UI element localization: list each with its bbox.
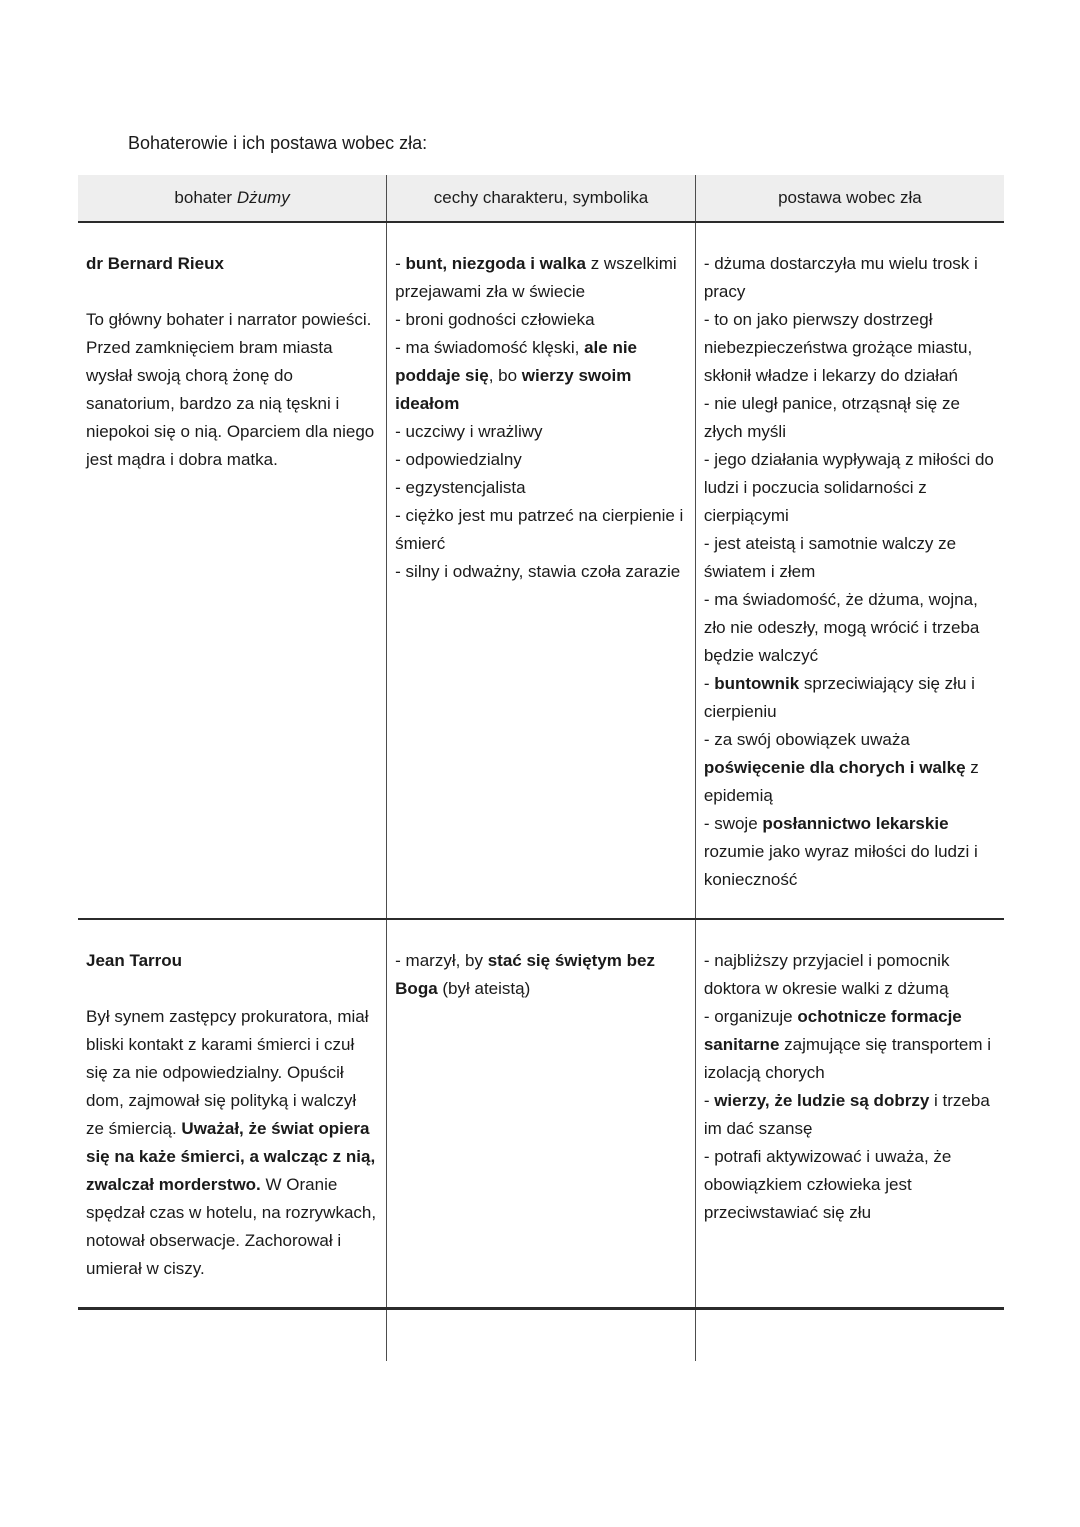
- cell-paragraph: [704, 726, 995, 810]
- text-run: W Oranie spędzał czas w hotelu, na rozrywkach, notował obserwacje. Zachorował i umierał w ciszy.: [86, 1175, 377, 1278]
- text-run: - swoje: [703, 814, 763, 833]
- text-run: wierzy swoim ideałom: [395, 366, 632, 413]
- text-run: poświęcenie dla chorych i walkę: [703, 758, 966, 777]
- text-run: posłannictwo lekarskie: [762, 814, 949, 833]
- text-run: - jest ateistą i samotnie walczy ze światem i złem: [703, 534, 957, 581]
- text-run: - uczciwy i wrażliwy: [395, 422, 543, 441]
- text-run: bohater: [174, 188, 237, 207]
- text-run: - egzystencjalista: [395, 478, 526, 497]
- cell-paragraph: [704, 1003, 995, 1087]
- cell-paragraph: [704, 810, 995, 894]
- table-cell: [78, 1309, 387, 1361]
- text-run: stać się świętym bez Boga: [395, 951, 655, 998]
- cell-paragraph: [86, 947, 377, 975]
- text-run: z epidemią: [703, 758, 979, 805]
- cell-paragraph: [395, 558, 686, 586]
- text-run: postawa wobec zła: [778, 188, 922, 207]
- cell-paragraph: [395, 334, 686, 418]
- text-run: - najbliższy przyjaciel i pomocnik doktora w okresie walki z dżumą: [703, 951, 950, 998]
- cell-paragraph: [86, 975, 377, 1003]
- cell-paragraph: [395, 418, 686, 446]
- text-run: -: [703, 1091, 715, 1110]
- cell-paragraph: [704, 670, 995, 726]
- table-body: [78, 222, 1004, 1361]
- cell-paragraph: [395, 947, 686, 1003]
- text-run: ale nie poddaje się: [395, 338, 638, 385]
- text-run: - potrafi aktywizować i uważa, że obowiązkiem człowieka jest przeciwstawiać się złu: [703, 1147, 952, 1222]
- column-header-postawa: [695, 175, 1004, 222]
- table-cell: [695, 222, 1004, 919]
- cell-paragraph: [395, 306, 686, 334]
- text-run: ochotnicze formacje sanitarne: [703, 1007, 962, 1054]
- text-run: To główny bohater i narrator powieści. Przed zamknięciem bram miasta wysłał swoją chorą żonę do sanatorium, bardzo za nią tęskni i niepokoi się o nią. Oparciem dla niego jest mądra i dobra matka.: [86, 310, 375, 469]
- cell-paragraph: [395, 250, 686, 306]
- text-run: - ma świadomość klęski,: [395, 338, 585, 357]
- characters-table: [78, 175, 1004, 1361]
- table-cell: [387, 222, 696, 919]
- cell-paragraph: [86, 278, 377, 306]
- text-run: -: [703, 674, 715, 693]
- text-run: - broni godności człowieka: [395, 310, 595, 329]
- text-run: cechy charakteru, symbolika: [433, 188, 649, 207]
- table-cell: [695, 1309, 1004, 1361]
- page-title: Bohaterowie i ich postawa wobec zła:: [128, 133, 428, 153]
- cell-paragraph: [704, 1087, 995, 1143]
- table-cell: [387, 919, 696, 1309]
- column-header-cechy: [387, 175, 696, 222]
- cell-paragraph: [86, 306, 377, 474]
- text-run: (był ateistą): [437, 979, 531, 998]
- text-run: Jean Tarrou: [86, 951, 183, 970]
- text-run: buntownik: [714, 674, 800, 693]
- text-run: zajmujące się transportem i izolacją chorych: [703, 1035, 992, 1082]
- text-run: Uważał, że świat opiera się na każe śmierci, a walcząc z nią, zwalczał morderstwo.: [86, 1119, 376, 1194]
- text-run: sprzeciwiający się złu i cierpieniu: [703, 674, 975, 721]
- table-row: [78, 1309, 1004, 1361]
- table-cell: [78, 222, 387, 919]
- table-cell: [78, 919, 387, 1309]
- text-run: z wszelkimi przejawami zła w świecie: [395, 254, 677, 301]
- text-run: - nie uległ panice, otrząsnął się ze złych myśli: [703, 394, 960, 441]
- table-cell: [695, 919, 1004, 1309]
- text-run: - organizuje: [703, 1007, 798, 1026]
- text-run: -: [395, 254, 406, 273]
- table-row: [78, 919, 1004, 1309]
- cell-paragraph: [704, 586, 995, 670]
- cell-paragraph: [704, 1143, 995, 1227]
- text-run: rozumie jako wyraz miłości do ludzi i konieczność: [703, 842, 978, 889]
- text-run: bunt, niezgoda i walka: [405, 254, 586, 273]
- cell-paragraph: [704, 250, 995, 306]
- text-run: - jego działania wypływają z miłości do ludzi i poczucia solidarności z cierpiącymi: [703, 450, 994, 525]
- cell-paragraph: [395, 474, 686, 502]
- cell-paragraph: [704, 947, 995, 1003]
- cell-paragraph: [395, 502, 686, 558]
- text-run: dr Bernard Rieux: [86, 254, 224, 273]
- text-run: wierzy, że ludzie są dobrzy: [714, 1091, 930, 1110]
- text-run: - za swój obowiązek uważa: [703, 730, 910, 749]
- text-run: , bo: [488, 366, 522, 385]
- text-run: - silny i odważny, stawia czoła zarazie: [395, 562, 681, 581]
- cell-paragraph: [86, 1003, 377, 1283]
- table-row: [78, 222, 1004, 919]
- text-run: - marzył, by: [395, 951, 488, 970]
- column-header-bohater: [78, 175, 387, 222]
- text-run: - ciężko jest mu patrzeć na cierpienie i śmierć: [395, 506, 684, 553]
- cell-paragraph: [704, 390, 995, 446]
- cell-paragraph: [704, 530, 995, 586]
- cell-paragraph: [86, 250, 377, 278]
- cell-paragraph: [704, 306, 995, 390]
- text-run: - ma świadomość, że dżuma, wojna, zło nie odeszły, mogą wrócić i trzeba będzie walczyć: [703, 590, 980, 665]
- text-run: i trzeba im dać szansę: [703, 1091, 990, 1138]
- text-run: Dżumy: [236, 188, 290, 207]
- cell-paragraph: [395, 446, 686, 474]
- table-header-row: [78, 175, 1004, 222]
- text-run: - odpowiedzialny: [395, 450, 522, 469]
- text-run: - to on jako pierwszy dostrzegł niebezpieczeństwa grożące miastu, skłonił władze i lekarzy do działań: [703, 310, 973, 385]
- text-run: - dżuma dostarczyła mu wielu trosk i pracy: [703, 254, 978, 301]
- text-run: Był synem zastępcy prokuratora, miał bliski kontakt z karami śmierci i czuł się za nie odpowiedzialny. Opuścił dom, zajmował się polityką i walczył ze śmiercią.: [86, 1007, 369, 1138]
- cell-paragraph: [704, 446, 995, 530]
- table-cell: [387, 1309, 696, 1361]
